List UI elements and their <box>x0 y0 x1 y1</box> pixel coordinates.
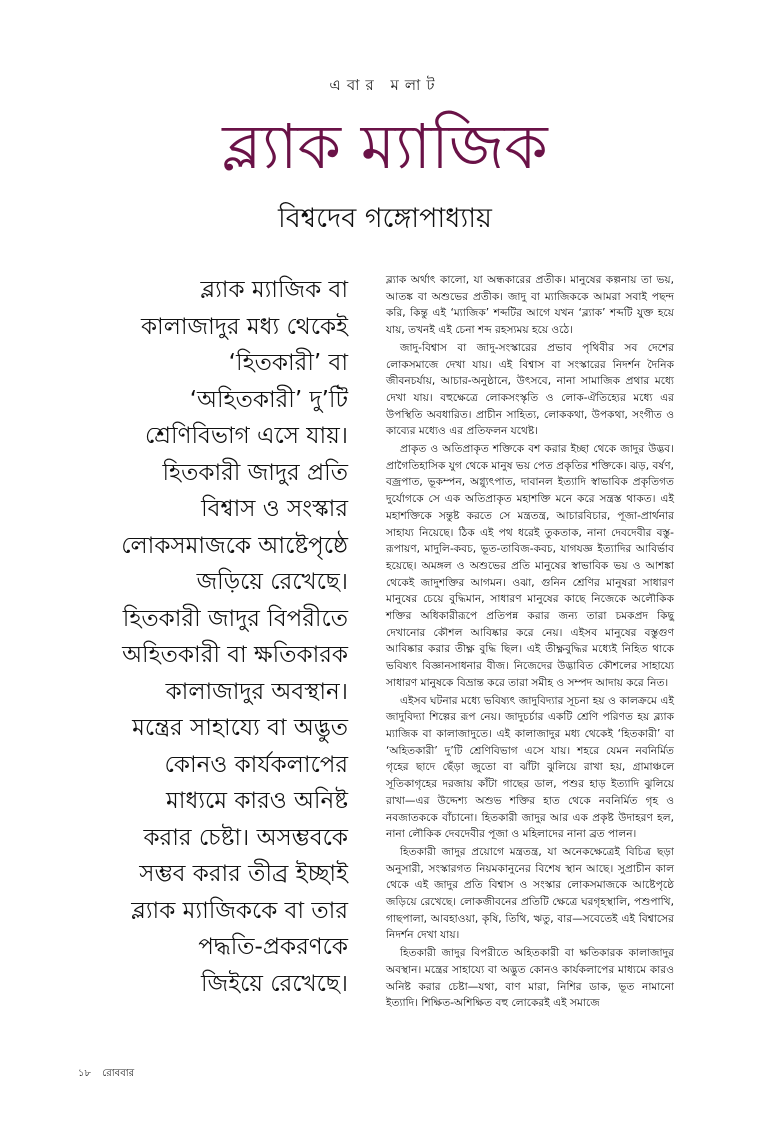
pull-quote-line: জড়িয়ে রেখেছে। <box>196 569 348 595</box>
article-paragraph: হিতকারী জাদুর প্রয়োগে মন্ত্রতন্ত্র, যা অনেকক্ষেত্রেই বিচিত্র ছড়া অনুসারী, সংস্কারগত নিয়মকানুনের বিশেষ স্থান আছে। সুপ্রাচীন কাল থেকে এই জাদুর প্রতি বিশ্বাস ও সংস্কার লোকসমাজকে আষ্টেপৃষ্ঠে জড়িয়ে রেখেছে। লোকজীবনের প্রতিটি ক্ষেত্রে ঘরগৃহস্থালি, পশুপাখি, গাছপালা, আবহাওয়া, কৃষি, তিথি, ঋতু, বার—সবেতেই এই বিশ্বাসের নিদর্শন দেখা যায়। <box>386 845 674 942</box>
pull-quote-line: মন্ত্রের সাহায্যে বা অদ্ভুত <box>132 715 348 741</box>
pull-quote-line: হিতকারী জাদুর প্রতি <box>162 459 348 486</box>
pull-quote-line: করার চেষ্টা। অসম্ভবকে <box>143 824 348 851</box>
article-paragraph: জাদু-বিশ্বাস বা জাদু-সংস্কারের প্রভাব পৃথিবীর সব দেশের লোকসমাজে দেখা যায়। এই বিশ্বাস বা সংস্কারের নিদর্শন দৈনিক জীবনচর্যায়, আচার-অনুষ্ঠানে, উৎসবে, নানা সামাজিক প্রথার মধ্যে দেখা যায়। বহুক্ষেত্রে লোকসংস্কৃতি ও লোক-ঐতিহ্যের মধ্যে এর উপস্থিতি অবধারিত। প্রাচীন সাহিত্য, লোককথা, উপকথা, সংগীত ও কাব্যের মধ্যেও এর প্রতিফলন যথেষ্ট। <box>386 341 674 438</box>
pull-quote-line: ব্ল্যাক ম্যাজিককে বা তার <box>131 897 348 924</box>
pull-quote-line: পদ্ধতি-প্রকরণকে <box>198 934 348 960</box>
pull-quote-line: অহিতকারী বা ক্ষতিকারক <box>122 642 348 668</box>
author-byline: বিশ্বদেব গঙ্গোপাধ্যায় <box>278 203 492 234</box>
page-number: ১৮ <box>78 1068 91 1079</box>
page-footer <box>78 1066 142 1083</box>
pull-quote-line: ‘হিতকারী’ বা <box>228 350 348 376</box>
article-paragraph: প্রাকৃত ও অতিপ্রাকৃত শক্তিকে বশ করার ইচ্ছা থেকে জাদুর উদ্ভব। প্রাগৈতিহাসিক যুগ থেকে মানুষ ভয় পেত প্রকৃতির শক্তিকে। ঝড়, বর্ষণ, বজ্রপাত, ভূকম্পন, অগ্ন্যুৎপাত, দাবানল ইত্যাদি স্বাভাবিক প্রকৃতিগত দুর্যোগকে সে এক অতিপ্রাকৃত মহাশক্তি মনে করে সন্ত্রস্ত থাকত। এই মহাশক্তিকে সন্তুষ্ট করতে সে মন্ত্রতন্ত্র, আচারবিচার, পূজা-প্রার্থনার সাহায্য নিয়েছে। ঠিক এই পথ ধরেই তুকতাক, নানা দেবদেবীর বস্তু-রূপায়ণ, মাদুলি-কবচ, ভূত-তাবিজ-কবচ, যাগযজ্ঞ ইত্যাদির আবির্ভাব হয়েছে। অমঙ্গল ও অশুভের প্রতি মানুষের স্বাভাবিক ভয় ও আশঙ্কা থেকেই জাদুশক্তির আগমন। ওঝা, গুনিন শ্রেণির মানুষরা সাধারণ মানুষের চেয়ে বুদ্ধিমান, সাধারণ মানুষের কাছে নিজেকে অলৌকিক শক্তির অধিকারীরূপে প্রতিপন্ন করার জন্য তারা চমকপ্রদ কিছু দেখানোর কৌশল আবিষ্কার করে নেয়। এইসব মানুষের বস্তুগুণ আবিষ্কার করার তীক্ষ্ণ বুদ্ধি ছিল। এই তীক্ষ্ণবুদ্ধির মধ্যেই নিহিত থাকে ভবিষ্যৎ বিজ্ঞানসাধনার বীজ। নিজেদের উদ্ভাবিত কৌশলের সাহায্যে সাধারণ মানুষকে বিভ্রান্ত করে তারা সমীহ ও সম্পদ আদায় করে নিত। <box>386 443 674 689</box>
pull-quote-line: বিশ্বাস ও সংস্কার <box>201 496 348 522</box>
section-name: রোববার <box>102 1068 135 1079</box>
article-body <box>386 272 674 1013</box>
pull-quote-line: ‘অহিতকারী’ দু’টি <box>189 386 348 413</box>
pull-quote-line: মাধ্যমে কারও অনিষ্ট <box>166 788 348 814</box>
pull-quote-line: কালাজাদুর মধ্য থেকেই <box>140 313 348 340</box>
pull-quote-line: জিইয়ে রেখেছে। <box>201 970 348 997</box>
article-paragraph: ব্ল্যাক অর্থাৎ কালো, যা অন্ধকারের প্রতীক। মানুষের কল্পনায় তা ভয়, আতঙ্ক বা অশুভের প্রতীক। জাদু বা ম্যাজিককে আমরা সবাই পছন্দ করি, কিন্তু এই ‘ম্যাজিক’ শব্দটির আগে যখন ‘ব্ল্যাক’ শব্দটি যুক্ত হয়ে যায়, তখনই এই চেনা শব্দ রহস্যময় হয়ে ওঠে। <box>386 274 674 337</box>
pull-quote-line: ব্ল্যাক ম্যাজিক বা <box>200 277 348 303</box>
pull-quote-line: সম্ভব করার তীব্র ইচ্ছাই <box>139 861 348 887</box>
article-paragraph: এইসব ঘটনার মধ্যে ভবিষ্যৎ জাদুবিদ্যার সূচনা হয় ও কালক্রমে এই জাদুবিদ্যা শিল্পের রূপ নেয়। জাদুচর্চার একটি শ্রেণি পরিণত হয় ব্ল্যাক ম্যাজিক বা কালাজাদুতে। এই কালাজাদুর মধ্য থেকেই ‘হিতকারী’ বা ‘অহিতকারী’ দু’টি শ্রেণিবিভাগ এসে যায়। শহরে যেমন নবনির্মিত গৃহের ছাদে ছেঁড়া জুতো বা ঝাঁটা ঝুলিয়ে রাখা হয়, গ্রামাঞ্চলে সূতিকাগৃহের দরজায় কাঁটা গাছের ডাল, পশুর হাড় ইত্যাদি ঝুলিয়ে রাখা—এর উদ্দেশ্য অশুভ শক্তির হাত থেকে নবনির্মিত গৃহ ও নবজাতককে বাঁচানো। হিতকারী জাদুর আর এক প্রকৃষ্ট উদাহরণ হল, নানা লৌকিক দেবদেবীর পূজা ও মহিলাদের নানা ব্রত পালন। <box>386 694 674 841</box>
pull-quote-line: শ্রেণিবিভাগ এসে যায়। <box>144 423 348 449</box>
pull-quote-line: হিতকারী জাদুর বিপরীতে <box>122 605 348 632</box>
pull-quote-line: লোকসমাজকে আষ্টেপৃষ্ঠে <box>121 532 348 559</box>
kicker: এবার মলাট <box>329 76 441 94</box>
pull-quote-line: কোনও কার্যকলাপের <box>164 751 348 778</box>
article-paragraph: হিতকারী জাদুর বিপরীতে অহিতকারী বা ক্ষতিকারক কালাজাদুর অবস্থান। মন্ত্রের সাহায্যে বা অদ্ভুত কোনও কার্যকলাপের মাধ্যমে কারও অনিষ্ট করার চেষ্টা—যথা, বাণ মারা, নিশির ডাক, ভূত নামানো ইত্যাদি। শিক্ষিত-অশিক্ষিত বহু লোকেরই এই সমাজে <box>386 947 674 1010</box>
pull-quote-line: কালাজাদুর অবস্থান। <box>165 678 348 705</box>
pull-quote <box>66 272 348 1002</box>
article-title: ব্ল্যাক ম্যাজিক <box>222 110 548 183</box>
